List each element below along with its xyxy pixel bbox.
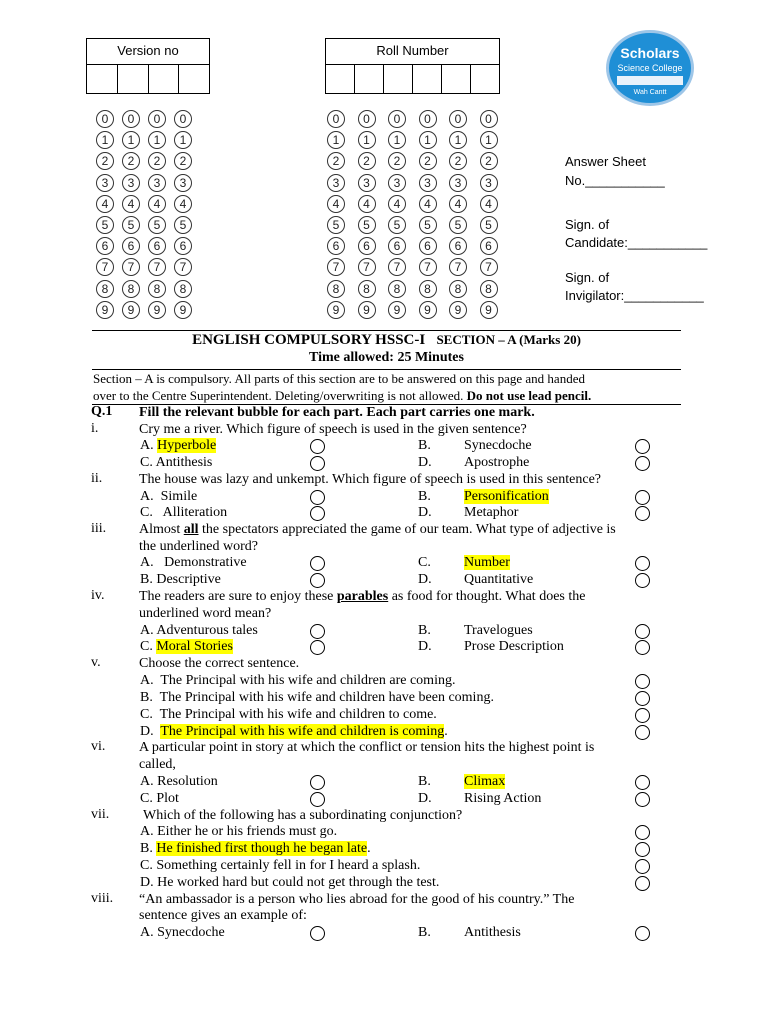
college-logo bbox=[606, 30, 694, 106]
question-text bbox=[139, 521, 616, 538]
option bbox=[140, 454, 212, 471]
divider bbox=[92, 330, 681, 331]
option bbox=[140, 874, 439, 891]
option-letter: D. bbox=[140, 724, 154, 739]
digit-bubble[interactable]: 3 bbox=[96, 174, 114, 192]
option: B. He finished first though he began late. bbox=[140, 841, 371, 856]
option bbox=[418, 437, 431, 454]
version-number-box bbox=[86, 38, 210, 94]
option-letter: B. bbox=[418, 774, 431, 789]
digit-bubble[interactable]: 8 bbox=[419, 280, 437, 298]
roll-number-label: Roll Number bbox=[326, 39, 499, 65]
option-letter: C. bbox=[140, 639, 153, 654]
digit-bubble[interactable]: 4 bbox=[122, 195, 140, 213]
option-text: Demonstrative bbox=[164, 555, 247, 570]
digit-bubble[interactable]: 8 bbox=[148, 280, 166, 298]
digit-bubble[interactable]: 0 bbox=[174, 110, 192, 128]
answer-bubble[interactable] bbox=[310, 556, 325, 571]
roll-cell[interactable] bbox=[442, 65, 471, 93]
question-text: Choose the correct sentence. bbox=[139, 656, 300, 671]
digit-bubble[interactable]: 8 bbox=[480, 280, 498, 298]
digit-bubble[interactable]: 5 bbox=[480, 216, 498, 234]
digit-bubble[interactable]: 6 bbox=[327, 237, 345, 255]
answer-bubble[interactable] bbox=[635, 674, 650, 689]
digit-bubble[interactable]: 7 bbox=[419, 258, 437, 276]
option-text: Simile bbox=[160, 489, 198, 504]
digit-bubble[interactable]: 2 bbox=[148, 152, 166, 170]
digit-bubble[interactable]: 1 bbox=[122, 131, 140, 149]
option bbox=[140, 488, 197, 505]
option bbox=[140, 706, 437, 723]
option bbox=[140, 437, 216, 454]
digit-bubble[interactable]: 7 bbox=[122, 258, 140, 276]
digit-bubble[interactable]: 6 bbox=[480, 237, 498, 255]
digit-bubble[interactable]: 6 bbox=[419, 237, 437, 255]
answer-bubble[interactable] bbox=[635, 640, 650, 655]
digit-bubble[interactable]: 4 bbox=[388, 195, 406, 213]
digit-bubble[interactable]: 1 bbox=[96, 131, 114, 149]
option-text: The Principal with his wife and children to come. bbox=[159, 707, 437, 722]
digit-bubble[interactable]: 7 bbox=[96, 258, 114, 276]
digit-bubble[interactable]: 3 bbox=[327, 174, 345, 192]
digit-bubble[interactable]: 4 bbox=[419, 195, 437, 213]
digit-bubble[interactable]: 3 bbox=[148, 174, 166, 192]
part-number: ii. bbox=[91, 471, 103, 486]
answer-bubble[interactable] bbox=[635, 859, 650, 874]
roll-number-box bbox=[325, 38, 500, 94]
digit-bubble[interactable]: 3 bbox=[174, 174, 192, 192]
digit-bubble[interactable]: 5 bbox=[174, 216, 192, 234]
answer-sheet-no-field[interactable]: No.___________ bbox=[565, 173, 665, 188]
version-cell[interactable] bbox=[118, 65, 149, 93]
answer-bubble[interactable] bbox=[635, 708, 650, 723]
answer-bubble[interactable] bbox=[310, 775, 325, 790]
digit-bubble[interactable]: 0 bbox=[419, 110, 437, 128]
option-text: Antithesis bbox=[155, 455, 213, 470]
question-text-part: the spectators appreciated the game of our team. What type of adjective is bbox=[198, 522, 616, 537]
logo-line2: Science College bbox=[617, 63, 683, 73]
digit-bubble[interactable]: 6 bbox=[388, 237, 406, 255]
digit-bubble[interactable]: 6 bbox=[148, 237, 166, 255]
roll-cell[interactable] bbox=[471, 65, 499, 93]
question-text: Cry me a river. Which figure of speech is used in the given sentence? bbox=[139, 422, 527, 437]
digit-bubble[interactable]: 9 bbox=[148, 301, 166, 319]
digit-bubble[interactable]: 7 bbox=[480, 258, 498, 276]
digit-bubble[interactable]: 7 bbox=[449, 258, 467, 276]
answer-bubble[interactable] bbox=[310, 792, 325, 807]
answer-bubble[interactable] bbox=[635, 573, 650, 588]
option-letter: D. bbox=[418, 505, 432, 520]
part-number: vi. bbox=[91, 739, 106, 754]
option-letter: A. bbox=[140, 774, 154, 789]
option-letter: A. bbox=[140, 673, 154, 688]
digit-bubble[interactable]: 1 bbox=[480, 131, 498, 149]
option-letter: C. bbox=[418, 555, 431, 570]
digit-bubble[interactable]: 1 bbox=[358, 131, 376, 149]
digit-bubble[interactable]: 0 bbox=[96, 110, 114, 128]
version-label: Version no bbox=[87, 39, 209, 65]
digit-bubble[interactable]: 3 bbox=[449, 174, 467, 192]
roll-cell[interactable] bbox=[413, 65, 442, 93]
digit-bubble[interactable]: 9 bbox=[419, 301, 437, 319]
digit-bubble[interactable]: 8 bbox=[327, 280, 345, 298]
option-letter: D. bbox=[140, 875, 154, 890]
option-text bbox=[464, 773, 505, 790]
option-letter: D. bbox=[418, 455, 432, 470]
digit-bubble[interactable]: 7 bbox=[148, 258, 166, 276]
question-text-line2: sentence gives an example of: bbox=[139, 908, 307, 923]
digit-bubble[interactable]: 2 bbox=[358, 152, 376, 170]
digit-bubble[interactable]: 8 bbox=[96, 280, 114, 298]
answer-bubble[interactable] bbox=[310, 490, 325, 505]
digit-bubble[interactable]: 6 bbox=[449, 237, 467, 255]
digit-bubble[interactable]: 3 bbox=[419, 174, 437, 192]
digit-bubble[interactable]: 5 bbox=[122, 216, 140, 234]
option bbox=[140, 672, 455, 689]
digit-bubble[interactable]: 7 bbox=[388, 258, 406, 276]
lead-pencil-warning: Do not use lead pencil. bbox=[466, 388, 592, 403]
answer-bubble[interactable] bbox=[635, 825, 650, 840]
question-text: “An ambassador is a person who lies abroad for the good of his country.” The bbox=[139, 892, 575, 907]
question-text bbox=[139, 588, 585, 605]
answer-bubble[interactable] bbox=[635, 691, 650, 706]
digit-bubble[interactable]: 3 bbox=[122, 174, 140, 192]
digit-bubble[interactable]: 3 bbox=[480, 174, 498, 192]
answer-bubble[interactable] bbox=[635, 792, 650, 807]
digit-bubble[interactable]: 2 bbox=[174, 152, 192, 170]
answer-bubble[interactable] bbox=[635, 775, 650, 790]
option-letter: A. bbox=[140, 824, 154, 839]
option-letter: C. bbox=[140, 791, 153, 806]
option-text: He worked hard but could not get through the test. bbox=[157, 875, 440, 890]
digit-bubble[interactable]: 6 bbox=[174, 237, 192, 255]
option-text: Descriptive bbox=[156, 572, 221, 587]
intro-line2: over to the Centre Superintendent. Deleting/overwriting is not allowed. bbox=[93, 388, 464, 403]
option-text bbox=[464, 488, 549, 505]
digit-bubble[interactable]: 4 bbox=[96, 195, 114, 213]
digit-bubble[interactable]: 1 bbox=[148, 131, 166, 149]
section-title bbox=[92, 332, 681, 349]
digit-bubble[interactable]: 1 bbox=[174, 131, 192, 149]
digit-bubble[interactable]: 7 bbox=[358, 258, 376, 276]
option-text: Quantitative bbox=[464, 572, 534, 587]
option-text: Hyperbole bbox=[157, 438, 217, 453]
digit-bubble[interactable]: 2 bbox=[449, 152, 467, 170]
digit-bubble[interactable]: 4 bbox=[174, 195, 192, 213]
answer-bubble[interactable] bbox=[635, 876, 650, 891]
option-text: Something certainly fell in for I heard a splash. bbox=[156, 858, 421, 873]
section-title-marks: SECTION – A (Marks 20) bbox=[436, 332, 581, 347]
digit-bubble[interactable]: 0 bbox=[480, 110, 498, 128]
digit-bubble[interactable]: 2 bbox=[388, 152, 406, 170]
digit-bubble[interactable]: 8 bbox=[174, 280, 192, 298]
option-letter: B. bbox=[140, 841, 153, 856]
option bbox=[140, 571, 221, 588]
option-letter: D. bbox=[418, 572, 432, 587]
option-text: Adventurous tales bbox=[156, 623, 258, 638]
option-letter: A. bbox=[140, 489, 154, 504]
digit-bubble[interactable]: 9 bbox=[122, 301, 140, 319]
option-letter: C. bbox=[140, 707, 153, 722]
option-letter: B. bbox=[140, 572, 153, 587]
option-text: Plot bbox=[156, 791, 179, 806]
part-number: iv. bbox=[91, 588, 105, 603]
option bbox=[140, 924, 225, 941]
question-text-line2: called, bbox=[139, 757, 176, 772]
version-cell[interactable] bbox=[179, 65, 209, 93]
option-text-highlight: Personification bbox=[464, 489, 549, 504]
roll-cell[interactable] bbox=[384, 65, 413, 93]
digit-bubble[interactable]: 2 bbox=[480, 152, 498, 170]
option-text: Resolution bbox=[157, 774, 218, 789]
option-text-highlight: Moral Stories bbox=[156, 639, 233, 654]
answer-bubble[interactable] bbox=[635, 842, 650, 857]
option-letter: A. bbox=[140, 438, 154, 453]
version-cell[interactable] bbox=[87, 65, 118, 93]
question-instruction: Fill the relevant bubble for each part. Each part carries one mark. bbox=[139, 405, 535, 420]
answer-bubble[interactable] bbox=[310, 506, 325, 521]
option-letter: A. bbox=[140, 623, 154, 638]
option-text: Antithesis bbox=[464, 925, 521, 940]
option bbox=[140, 790, 179, 807]
digit-bubble[interactable]: 6 bbox=[96, 237, 114, 255]
option-text: Apostrophe bbox=[464, 455, 530, 470]
logo-line1: Scholars bbox=[620, 45, 680, 61]
answer-bubble[interactable] bbox=[635, 624, 650, 639]
option-letter: B. bbox=[140, 690, 153, 705]
digit-bubble[interactable]: 5 bbox=[449, 216, 467, 234]
option-text-highlight: The Principal with his wife and children is coming bbox=[160, 724, 445, 739]
option-letter: B. bbox=[418, 925, 431, 940]
digit-bubble[interactable]: 4 bbox=[148, 195, 166, 213]
digit-bubble[interactable]: 2 bbox=[96, 152, 114, 170]
option-letter: C. bbox=[140, 505, 153, 520]
part-number: v. bbox=[91, 655, 101, 670]
option-text: Either he or his friends must go. bbox=[157, 824, 338, 839]
answer-bubble[interactable] bbox=[635, 926, 650, 941]
digit-bubble[interactable]: 1 bbox=[388, 131, 406, 149]
digit-bubble[interactable]: 4 bbox=[327, 195, 345, 213]
roll-cell[interactable] bbox=[326, 65, 355, 93]
question-text-line2: the underlined word? bbox=[139, 539, 258, 554]
option-text-highlight: Climax bbox=[464, 774, 506, 789]
option-text bbox=[464, 554, 510, 571]
digit-bubble[interactable]: 1 bbox=[419, 131, 437, 149]
answer-bubble[interactable] bbox=[310, 573, 325, 588]
option-text-highlight: He finished first though he began late bbox=[156, 841, 368, 856]
digit-bubble[interactable]: 5 bbox=[358, 216, 376, 234]
digit-bubble[interactable]: 6 bbox=[358, 237, 376, 255]
option-text: The Principal with his wife and children have been coming. bbox=[159, 690, 494, 705]
digit-bubble[interactable]: 5 bbox=[388, 216, 406, 234]
underlined-word: all bbox=[183, 522, 199, 537]
answer-bubble[interactable] bbox=[310, 926, 325, 941]
option bbox=[140, 622, 258, 639]
underlined-word: parables bbox=[336, 589, 389, 604]
option-text: Synecdoche bbox=[464, 438, 532, 453]
option bbox=[140, 689, 494, 706]
digit-bubble[interactable]: 5 bbox=[96, 216, 114, 234]
sign-candidate-label: Sign. of bbox=[565, 217, 610, 232]
question-text-line2: underlined word mean? bbox=[139, 606, 272, 621]
digit-bubble[interactable]: 6 bbox=[122, 237, 140, 255]
digit-bubble[interactable]: 9 bbox=[174, 301, 192, 319]
digit-bubble[interactable]: 9 bbox=[96, 301, 114, 319]
digit-bubble[interactable]: 2 bbox=[327, 152, 345, 170]
option-text: Alliteration bbox=[162, 505, 228, 520]
digit-bubble[interactable]: 9 bbox=[358, 301, 376, 319]
option bbox=[140, 857, 420, 874]
digit-bubble[interactable]: 9 bbox=[327, 301, 345, 319]
digit-bubble[interactable]: 5 bbox=[327, 216, 345, 234]
option bbox=[140, 823, 337, 840]
logo-band bbox=[617, 76, 683, 85]
digit-bubble[interactable]: 9 bbox=[449, 301, 467, 319]
logo-line3: Wah Cantt bbox=[633, 89, 667, 96]
option bbox=[140, 504, 227, 521]
digit-bubble[interactable]: 8 bbox=[449, 280, 467, 298]
candidate-signature-field[interactable]: Candidate:___________ bbox=[565, 235, 708, 250]
answer-bubble[interactable] bbox=[635, 556, 650, 571]
time-allowed: Time allowed: 25 Minutes bbox=[309, 350, 464, 365]
digit-bubble[interactable]: 0 bbox=[148, 110, 166, 128]
option-letter: D. bbox=[418, 639, 432, 654]
answer-bubble[interactable] bbox=[635, 725, 650, 740]
digit-bubble[interactable]: 4 bbox=[449, 195, 467, 213]
digit-bubble[interactable]: 9 bbox=[480, 301, 498, 319]
answer-bubble[interactable] bbox=[635, 490, 650, 505]
question-text: Which of the following has a subordinating conjunction? bbox=[143, 808, 463, 823]
option bbox=[140, 638, 233, 655]
version-cell[interactable] bbox=[149, 65, 180, 93]
answer-bubble[interactable] bbox=[310, 640, 325, 655]
option-text: Metaphor bbox=[464, 505, 519, 520]
option-text: Prose Description bbox=[464, 639, 564, 654]
option-text: Synecdoche bbox=[157, 925, 225, 940]
part-number: vii. bbox=[91, 807, 110, 822]
option-letter: D. bbox=[418, 791, 432, 806]
option-letter: A. bbox=[140, 925, 154, 940]
question-text-part: The readers are sure to enjoy these bbox=[139, 589, 337, 604]
option-text: Rising Action bbox=[464, 791, 542, 806]
digit-bubble[interactable]: 4 bbox=[480, 195, 498, 213]
option bbox=[140, 773, 218, 790]
question-text-part: as food for thought. What does the bbox=[388, 589, 586, 604]
question-text: A particular point in story at which the conflict or tension hits the highest point is bbox=[139, 740, 595, 755]
part-number: iii. bbox=[91, 521, 107, 536]
digit-bubble[interactable]: 1 bbox=[449, 131, 467, 149]
digit-bubble[interactable]: 3 bbox=[388, 174, 406, 192]
digit-bubble[interactable]: 8 bbox=[358, 280, 376, 298]
section-title-main: ENGLISH COMPULSORY HSSC-I bbox=[192, 332, 426, 348]
question-text: The house was lazy and unkempt. Which figure of speech is used in this sentence? bbox=[139, 472, 601, 487]
question-number: Q.1 bbox=[91, 404, 113, 419]
intro-line1: Section – A is compulsory. All parts of this section are to be answered on this page and handed bbox=[93, 371, 585, 386]
option-letter: C. bbox=[140, 455, 153, 470]
digit-bubble[interactable]: 4 bbox=[358, 195, 376, 213]
option-letter: A. bbox=[140, 555, 154, 570]
option-letter: B. bbox=[418, 489, 431, 504]
option-letter: C. bbox=[140, 858, 153, 873]
answer-bubble[interactable] bbox=[310, 439, 325, 454]
digit-bubble[interactable]: 9 bbox=[388, 301, 406, 319]
sign-invigilator-label: Sign. of bbox=[565, 270, 610, 285]
option-letter: B. bbox=[418, 623, 431, 638]
option-text: Travelogues bbox=[464, 623, 533, 638]
option-letter: B. bbox=[418, 438, 431, 453]
answer-bubble[interactable] bbox=[635, 456, 650, 471]
option-text: The Principal with his wife and children are coming. bbox=[160, 673, 456, 688]
digit-bubble[interactable]: 7 bbox=[327, 258, 345, 276]
digit-bubble[interactable]: 5 bbox=[148, 216, 166, 234]
digit-bubble[interactable]: 8 bbox=[122, 280, 140, 298]
part-number: i. bbox=[91, 421, 99, 436]
digit-bubble[interactable]: 0 bbox=[449, 110, 467, 128]
digit-bubble[interactable]: 2 bbox=[419, 152, 437, 170]
digit-bubble[interactable]: 0 bbox=[388, 110, 406, 128]
roll-cell[interactable] bbox=[355, 65, 384, 93]
digit-bubble[interactable]: 3 bbox=[358, 174, 376, 192]
answer-sheet-label: Answer Sheet bbox=[565, 154, 646, 169]
option: D. The Principal with his wife and children is coming. bbox=[140, 724, 448, 739]
answer-bubble[interactable] bbox=[310, 456, 325, 471]
digit-bubble[interactable]: 0 bbox=[358, 110, 376, 128]
question-text-part: Almost bbox=[139, 522, 184, 537]
digit-bubble[interactable]: 8 bbox=[388, 280, 406, 298]
answer-bubble[interactable] bbox=[635, 439, 650, 454]
digit-bubble[interactable]: 7 bbox=[174, 258, 192, 276]
digit-bubble[interactable]: 0 bbox=[122, 110, 140, 128]
part-number: viii. bbox=[91, 891, 114, 906]
section-intro bbox=[93, 370, 683, 404]
option-text-highlight: Number bbox=[464, 555, 510, 570]
digit-bubble[interactable]: 0 bbox=[327, 110, 345, 128]
invigilator-signature-field[interactable]: Invigilator:___________ bbox=[565, 288, 704, 303]
answer-bubble[interactable] bbox=[310, 624, 325, 639]
answer-bubble[interactable] bbox=[635, 506, 650, 521]
digit-bubble[interactable]: 5 bbox=[419, 216, 437, 234]
digit-bubble[interactable]: 2 bbox=[122, 152, 140, 170]
digit-bubble[interactable]: 1 bbox=[327, 131, 345, 149]
option bbox=[140, 554, 247, 571]
